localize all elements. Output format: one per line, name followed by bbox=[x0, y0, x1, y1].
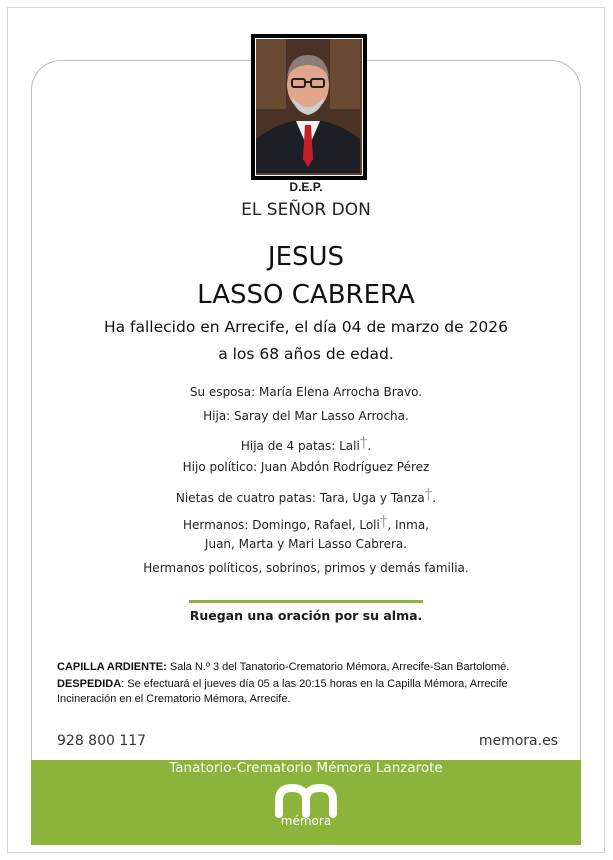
portrait-frame bbox=[251, 34, 367, 180]
cross-icon: † bbox=[359, 433, 368, 451]
honorific-title: EL SEÑOR DON bbox=[241, 200, 371, 220]
death-announcement: Ha fallecido en Arrecife, el día 04 de marzo de 2026 bbox=[103, 318, 509, 336]
family-line: Juan, Marta y Mari Lasso Cabrera. bbox=[204, 537, 408, 551]
separator-line bbox=[189, 600, 423, 603]
family-line: Nietas de cuatro patas: Tara, Uga y Tanza†. bbox=[175, 485, 437, 505]
portrait-illustration bbox=[256, 39, 360, 173]
family-line: Hermanos políticos, sobrinos, primos y demás familia. bbox=[143, 561, 469, 575]
dep-label: D.E.P. bbox=[289, 180, 323, 194]
family-line: Su esposa: María Elena Arrocha Bravo. bbox=[189, 385, 423, 399]
phone-number[interactable]: 928 800 117 bbox=[57, 733, 147, 749]
cross-icon: † bbox=[379, 512, 388, 530]
despedida-text: : Se efectuará el jueves día 05 a las 20:15 horas en la Capilla Mémora, Arrecife bbox=[121, 678, 508, 690]
footer-title: Tanatorio-Crematorio Mémora Lanzarote bbox=[169, 760, 443, 776]
deceased-surnames: LASSO CABRERA bbox=[197, 280, 415, 310]
portrait-photo bbox=[255, 38, 363, 176]
age-line: a los 68 años de edad. bbox=[218, 345, 394, 363]
family-line: Hijo político: Juan Abdón Rodríguez Pérez bbox=[182, 460, 430, 474]
capilla-label: CAPILLA ARDIENTE: bbox=[57, 661, 167, 673]
incineracion-info: Incineración en el Crematorio Mémora, Arrecife. bbox=[57, 693, 291, 705]
family-line: Hija: Saray del Mar Lasso Arrocha. bbox=[203, 409, 409, 423]
prayer-line: Ruegan una oración por su alma. bbox=[189, 608, 423, 623]
capilla-ardiente-info bbox=[57, 661, 577, 673]
logo-text: mémora bbox=[280, 814, 332, 828]
footer-banner bbox=[31, 760, 581, 845]
website-link[interactable]: memora.es bbox=[478, 733, 558, 749]
despedida-info bbox=[57, 678, 577, 690]
family-line: Hermanos: Domingo, Rafael, Loli†, Inma, bbox=[182, 512, 429, 532]
cross-icon: † bbox=[424, 485, 433, 503]
despedida-label: DESPEDIDA bbox=[57, 678, 122, 690]
deceased-first-name: JESUS bbox=[267, 242, 345, 272]
family-line: Hija de 4 patas: Lali†. bbox=[240, 433, 372, 453]
capilla-text: Sala N.º 3 del Tanatorio-Crematorio Mémora, Arrecife-San Bartolomé. bbox=[166, 661, 510, 673]
